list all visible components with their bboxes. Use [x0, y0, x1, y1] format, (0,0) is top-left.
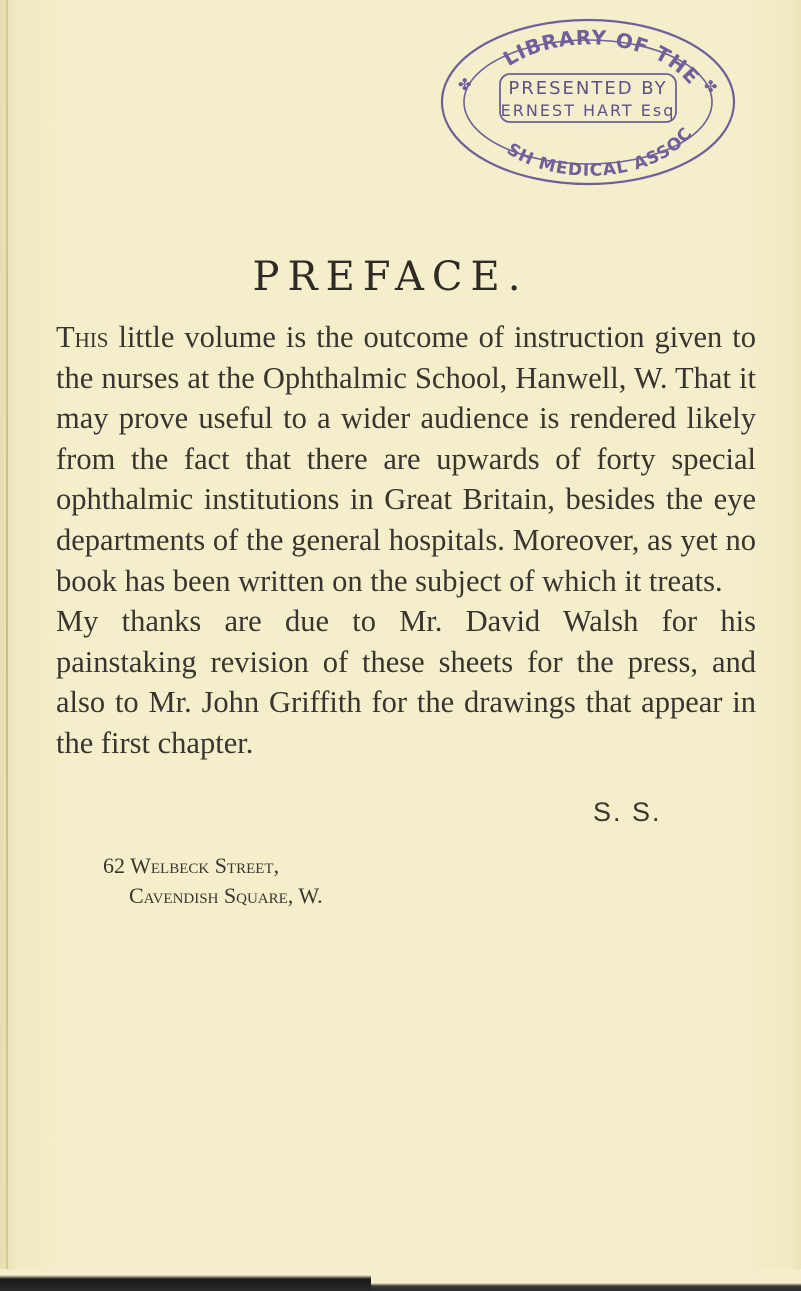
stamp-top-text: LIBRARY OF THE — [498, 25, 705, 90]
stamp-presented-by: PRESENTED BY — [508, 78, 668, 99]
author-initials: S. S. — [593, 797, 662, 827]
stamp-bottom-text: SH MEDICAL ASSOC — [503, 123, 697, 181]
address-line-1: 62 Welbeck Street, — [103, 853, 280, 878]
svg-text:SH MEDICAL ASSOC — [503, 124, 697, 181]
author-address — [103, 851, 323, 911]
library-stamp — [438, 10, 738, 188]
preface-paragraph-1-text: little volume is the outcome of instruction given to the nurses at the Ophthalmic School, Hanwell, W. That it may prove useful to a wider audience is rendered likely from the fact that there are upwards of forty special ophthalmic institutions in Great Britain, besides the eye departments of the general hospitals. Moreover, as yet no book has been written on the subject of which it treats. — [56, 320, 756, 598]
library-stamp-graphic — [438, 10, 738, 188]
preface-body — [56, 317, 756, 764]
page-title — [0, 254, 801, 300]
page-title-text: PREFACE. — [252, 254, 529, 300]
preface-first-word: This — [56, 320, 109, 354]
page-gutter — [6, 0, 8, 1291]
stamp-donor-name: ERNEST HART Esq — [500, 101, 676, 120]
address-line-2: Cavendish Square, W. — [129, 883, 323, 908]
preface-paragraph-2-text: My thanks are due to Mr. David Walsh for his painstaking revision of these sheets for the press, and also to Mr. John Griffith for the drawings that appear in the first chapter. — [56, 604, 756, 760]
preface-paragraph-2 — [56, 601, 756, 763]
stamp-star-icon-right: ✤ — [704, 77, 718, 96]
preface-paragraph-1 — [56, 317, 756, 601]
stamp-star-icon-left: ✤ — [458, 75, 472, 94]
page-bottom-edge — [0, 1269, 801, 1291]
